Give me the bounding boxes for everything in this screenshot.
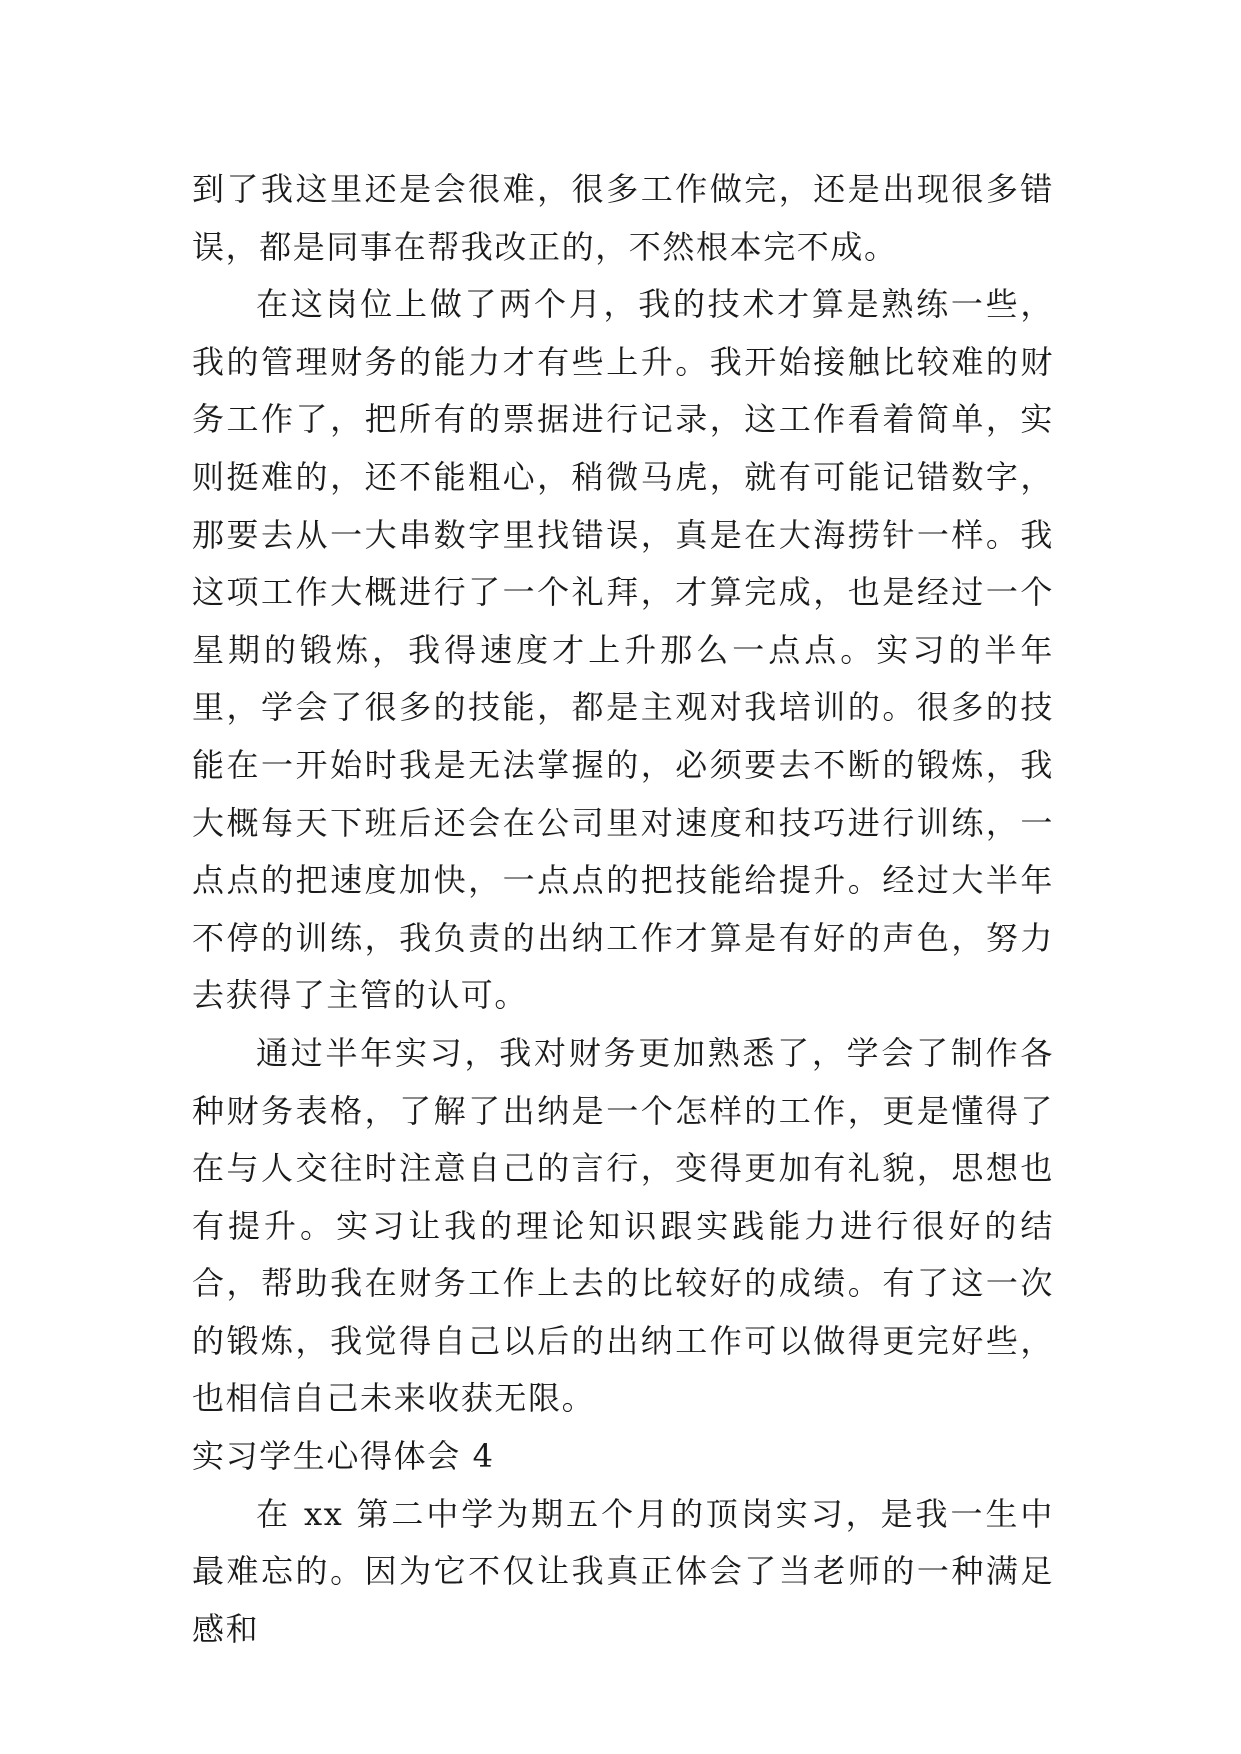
document-body xyxy=(192,161,1054,1658)
paragraph-4: 在 xx 第二中学为期五个月的顶岗实习，是我一生中最难忘的。因为它不仅让我真正体会了当老师的一种满足感和 xyxy=(192,1494,1054,1648)
paragraph-1: 到了我这里还是会很难，很多工作做完，还是出现很多错误，都是同事在帮我改正的，不然根本完不成。 xyxy=(192,170,1054,266)
section-heading: 实习学生心得体会 4 xyxy=(192,1437,495,1476)
paragraph-3: 通过半年实习，我对财务更加熟悉了，学会了制作各种财务表格，了解了出纳是一个怎样的工作，更是懂得了在与人交往时注意自己的言行，变得更加有礼貌，思想也有提升。实习让我的理论知识跟实践能力进行很好的结合，帮助我在财务工作上去的比较好的成绩。有了这一次的锻炼，我觉得自己以后的出纳工作可以做得更完好些，也相信自己未来收获无限。 xyxy=(192,1033,1054,1418)
paragraph-2: 在这岗位上做了两个月，我的技术才算是熟练一些，我的管理财务的能力才有些上升。我开始接触比较难的财务工作了，把所有的票据进行记录，这工作看着简单，实则挺难的，还不能粗心，稍微马虎，就有可能记错数字，那要去从一大串数字里找错误，真是在大海捞针一样。我这项工作大概进行了一个礼拜，才算完成，也是经过一个星期的锻炼，我得速度才上升那么一点点。实习的半年里，学会了很多的技能，都是主观对我培训的。很多的技能在一开始时我是无法掌握的，必须要去不断的锻炼，我大概每天下班后还会在公司里对速度和技巧进行训练，一点点的把速度加快，一点点的把技能给提升。经过大半年不停的训练，我负责的出纳工作才算是有好的声色，努力去获得了主管的认可。 xyxy=(192,285,1054,1015)
